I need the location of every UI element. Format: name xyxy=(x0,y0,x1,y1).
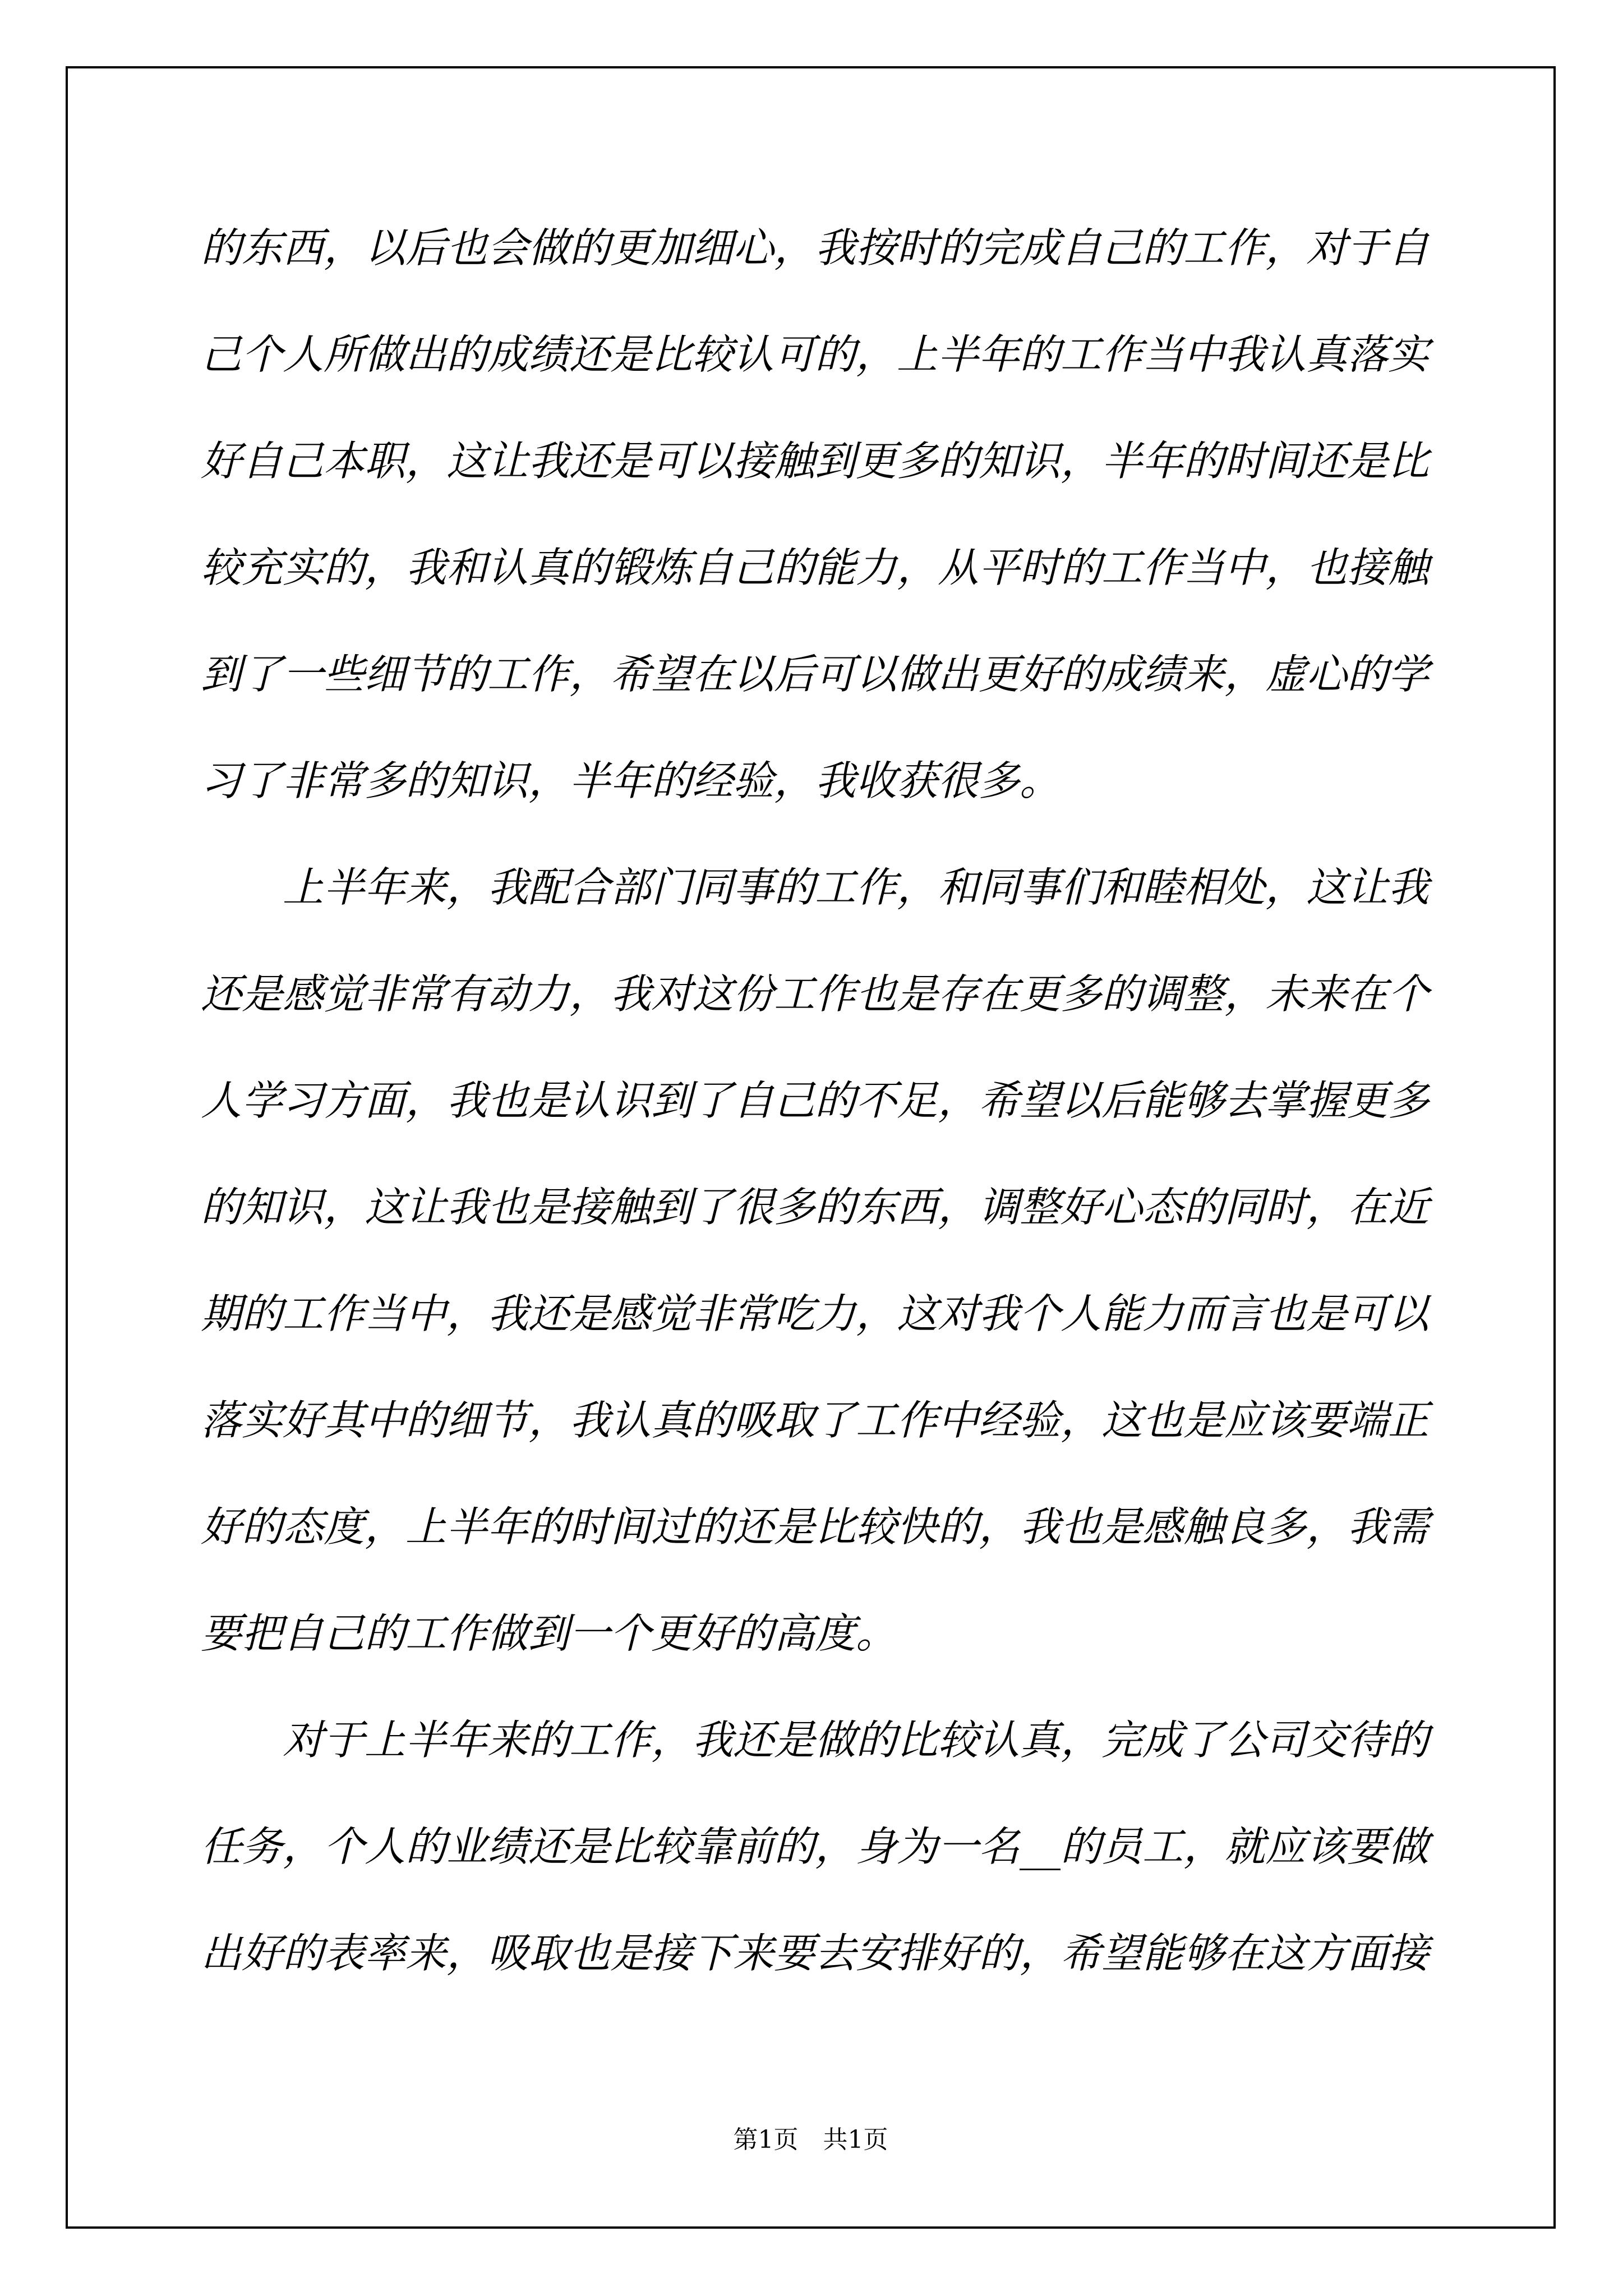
page-footer xyxy=(66,2123,1556,2157)
text-line: 要把自己的工作做到一个更好的高度。 xyxy=(201,1610,897,1658)
text-line: 任务，个人的业绩还是比较靠前的，身为一名__的员工，就应该要做 xyxy=(201,1823,1429,1871)
text-line: 较充实的，我和认真的锻炼自己的能力，从平时的工作当中，也接触 xyxy=(201,544,1429,592)
text-line: 出好的表率来，吸取也是接下来要去安排好的，希望能够在这方面接 xyxy=(201,1930,1429,1977)
text-line: 期的工作当中，我还是感觉非常吃力，这对我个人能力而言也是可以 xyxy=(201,1290,1429,1338)
text-line: 好自己本职，这让我还是可以接触到更多的知识，半年的时间还是比 xyxy=(201,438,1429,485)
document-body xyxy=(201,195,1435,2007)
text-line: 习了非常多的知识，半年的经验，我收获很多。 xyxy=(201,757,1061,805)
text-line: 对于上半年来的工作，我还是做的比较认真，完成了公司交待的 xyxy=(283,1717,1429,1764)
text-line: 人学习方面，我也是认识到了自己的不足，希望以后能够去掌握更多 xyxy=(201,1077,1429,1125)
text-line: 上半年来，我配合部门同事的工作，和同事们和睦相处，这让我 xyxy=(283,864,1429,912)
text-line: 到了一些细节的工作，希望在以后可以做出更好的成绩来，虚心的学 xyxy=(201,651,1429,698)
text-line: 落实好其中的细节，我认真的吸取了工作中经验，这也是应该要端正 xyxy=(201,1397,1429,1444)
text-line: 还是感觉非常有动力，我对这份工作也是存在更多的调整，未来在个 xyxy=(201,970,1429,1018)
page-number-indicator: 第1页 共1页 xyxy=(733,2125,888,2154)
text-line: 己个人所做出的成绩还是比较认可的，上半年的工作当中我认真落实 xyxy=(201,331,1429,379)
text-line: 好的态度，上半年的时间过的还是比较快的，我也是感触良多，我需 xyxy=(201,1503,1429,1551)
text-line: 的东西，以后也会做的更加细心，我按时的完成自己的工作，对于自 xyxy=(201,224,1429,272)
text-line: 的知识，这让我也是接触到了很多的东西，调整好心态的同时，在近 xyxy=(201,1184,1429,1231)
